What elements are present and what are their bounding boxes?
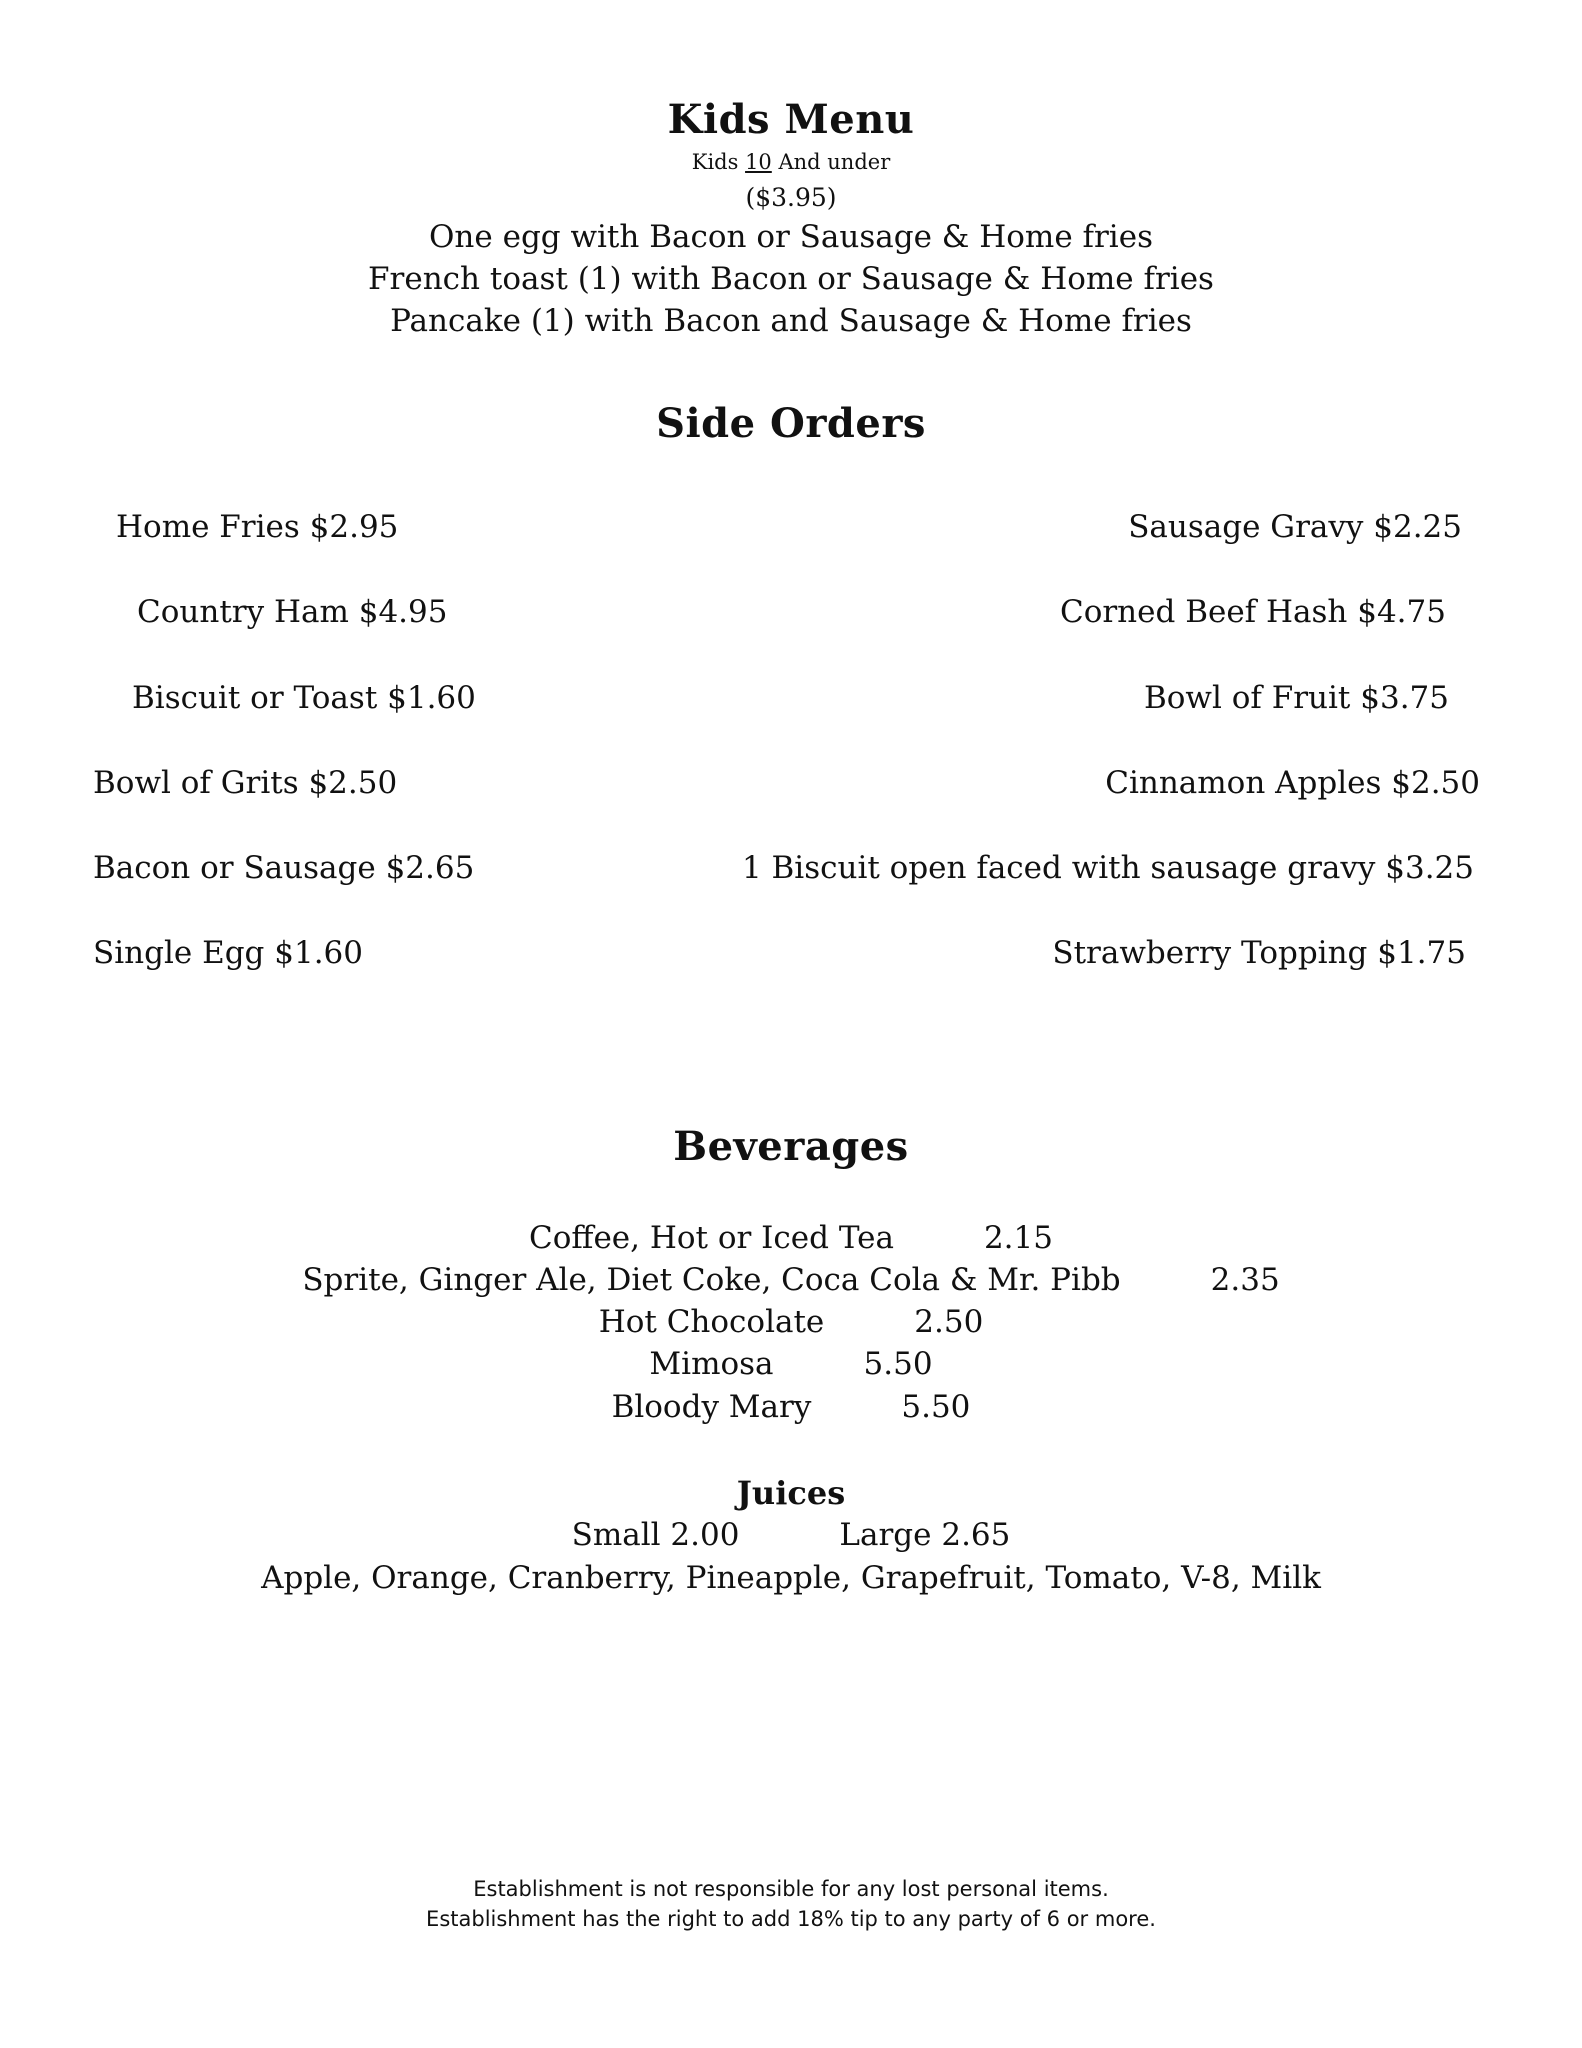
side-item-right: Bowl of Fruit $3.75 <box>1143 680 1449 716</box>
side-item-left: Bowl of Grits $2.50 <box>93 765 398 801</box>
beverage-name: Bloody Mary <box>611 1389 812 1425</box>
beverage-price: 2.15 <box>983 1220 1053 1256</box>
beverages-title: Beverages <box>673 1123 909 1170</box>
side-item-left: Country Ham $4.95 <box>137 594 448 630</box>
juices-sizes <box>0 1517 1582 1553</box>
beverage-row <box>0 1220 1582 1256</box>
kids-menu-price: ($3.95) <box>745 183 837 212</box>
beverage-row <box>0 1262 1582 1298</box>
side-item-left: Biscuit or Toast $1.60 <box>132 680 476 716</box>
side-item-left: Single Egg $1.60 <box>93 935 363 971</box>
kids-age-note <box>0 150 1582 174</box>
beverage-name: Sprite, Ginger Ale, Diet Coke, Coca Cola & Mr. Pibb <box>302 1262 1121 1298</box>
kids-item: Pancake (1) with Bacon and Sausage & Home fries <box>390 303 1192 339</box>
side-item-right: 1 Biscuit open faced with sausage gravy $3.25 <box>741 850 1474 886</box>
footer-disclaimer: Establishment is not responsible for any lost personal items. <box>473 1877 1109 1901</box>
kids-age-suffix: And under <box>771 150 891 174</box>
kids-item: French toast (1) with Bacon or Sausage & Home fries <box>368 261 1214 297</box>
beverage-row <box>0 1304 1582 1340</box>
kids-age-prefix: Kids <box>691 150 746 174</box>
juice-flavors: Apple, Orange, Cranberry, Pineapple, Grapefruit, Tomato, V-8, Milk <box>261 1560 1321 1596</box>
beverage-name: Mimosa <box>649 1346 774 1382</box>
side-item-left: Bacon or Sausage $2.65 <box>93 850 475 886</box>
kids-menu-title: Kids Menu <box>667 96 915 143</box>
side-item-right: Corned Beef Hash $4.75 <box>1059 594 1446 630</box>
side-orders-title: Side Orders <box>656 400 926 447</box>
side-item-right: Sausage Gravy $2.25 <box>1128 509 1462 545</box>
beverage-price: 5.50 <box>863 1346 933 1382</box>
side-item-right: Strawberry Topping $1.75 <box>1052 935 1466 971</box>
side-item-right: Cinnamon Apples $2.50 <box>1105 765 1480 801</box>
juice-large-price: Large 2.65 <box>839 1517 1011 1553</box>
footer-tip-policy: Establishment has the right to add 18% tip to any party of 6 or more. <box>426 1907 1156 1931</box>
beverage-row <box>0 1389 1582 1425</box>
beverage-price: 5.50 <box>901 1389 971 1425</box>
juice-small-price: Small 2.00 <box>571 1517 740 1553</box>
juices-title: Juices <box>736 1474 846 1512</box>
beverage-price: 2.50 <box>914 1304 984 1340</box>
side-item-left: Home Fries $2.95 <box>116 509 399 545</box>
beverage-name: Hot Chocolate <box>598 1304 825 1340</box>
beverage-name: Coffee, Hot or Iced Tea <box>529 1220 894 1256</box>
kids-age-number: 10 <box>745 150 772 174</box>
beverage-row <box>0 1346 1582 1382</box>
beverage-price: 2.35 <box>1210 1262 1280 1298</box>
kids-item: One egg with Bacon or Sausage & Home fries <box>429 219 1153 255</box>
